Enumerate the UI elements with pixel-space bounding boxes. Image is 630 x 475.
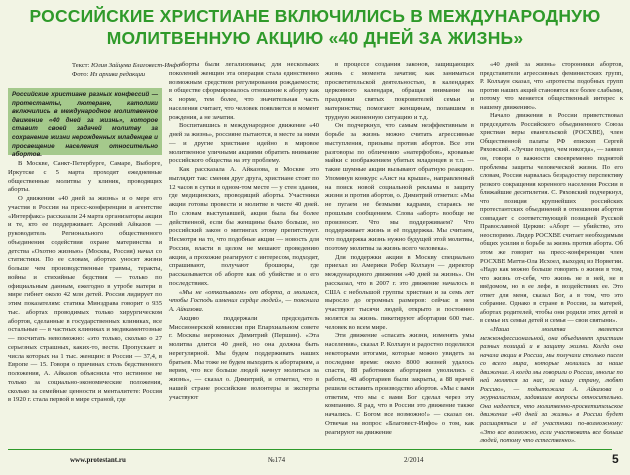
column-4 [480, 61, 623, 446]
paragraph: В Москве, Санкт-Петербурге, Самаре, Выборге, Иркутске с 5 марта проходят ежедневные общественные молитвы у клиник, проводящих аборты. [8, 160, 162, 194]
paragraph: в процессе создания законов, защищающих жизнь с момента зачатия; как заниматься просветительской деятельностью, в календарях церковного календаря, обращая внимание на праздники святых покровителей семьи и материнства; помогают женщинам, попавшим в трудную жизненную ситуацию и т.д. [325, 61, 474, 121]
column-2 [169, 61, 319, 402]
footer-issue-number: №174 [268, 456, 286, 464]
footer-website: www.protestant.ru [70, 456, 126, 464]
page-footer [0, 449, 630, 475]
column-3 [325, 61, 474, 437]
quote-paragraph: «Мы не «откапываем» от аборта, а молимся, чтобы Господь изменил сердце людей», — пояснила А. Айказова. [169, 288, 319, 313]
credit-text-value: Юлия Зайцева Благовест-Инфо [91, 62, 181, 69]
paragraph: Начало движения в России приветствовал председатель Российского объединенного Союза христиан веры евангельской (РОСХВЕ), член Общественной палаты РФ епископ Сергей Ряховский. «Лучше поздно, чем никогда», — заявил он, говоря о важности своевременно поднятой проблемы защиты человеческой жизни. По его словам, Россия нарвалась безрадостну перспективу резкого сокращения коренного населения России в ближайшие десятилетия. С. Ряховский подчеркнул, что позиция крупнейших российских протестантских объединений в отношении абортов совпадает с соответствующей позицией Русской Православной Церкви: «Аборт — убийство, это неоспоримо. Лидер РОСХВЕ считает необходимым общих усилия в борьбе за жизнь против аборта. Об этом же говорит на пресс-конференции член РОСХВЕ Матти-Ола Исхоел, выходец из Норвегии. «Надо как можно больше говорить о жизни в том, что жизнь от-себя, что жизнь не в ней, не в ввёдомом, но в ее лефе, в воздействиях ее. Это ответ для меня, сказал Бог, а в том, что это собрание. Однако в стране в России, за матерей, абортах родителей, чтобы они родили этих детей и в семье их семьи детей и семья — свои святыни». [480, 112, 623, 325]
article-headline [6, 5, 624, 49]
credit-photo [72, 70, 180, 79]
headline-line-1: РОССИЙСКИЕ ХРИСТИАНЕ ВКЛЮЧИЛИСЬ В МЕЖДУНАРОДНУЮ [29, 6, 601, 26]
paragraph: Эти движение «спасать жизни, изменять умы населения», сказал Р. Колхаун и радостно поделился некоторыми итогами, которые можно увидеть за последние время: около 8000 жизней удалось спасти, 88 работников абортариев уволились с работы, 48 абортариев были закрыты, а 88 врачей решили оставить производство абортов. «Мы с вами ответим, что мы с вами Бог сделал через эту компанию. Я рад, что в России это движение также начались. С Богом все возможно!» — сказал он. Отвечая на вопрос «Благовест-Инфо» о том, как реагируют на движение [325, 332, 474, 436]
paragraph: О движении «40 дней за жизнь» и о мере его участия в России на пресс-конференции в агентстве «Интерфакс» рассказали 24 марта организаторы акции и те, кто ее поддерживает. Арсений Айказов — руководитель Регионального общественного объединения содействия охране материнства и детства «Охотно жизнью» (Москва, Россия) начал со статистики. По ее словам, абортах уносят жизни больше чем производственные травмы, теракты, войны и стихийные бедствия — только по официальным данным, ежегодно в утробе матери в мире гибнет около 42 млн детей. Россия лидирует по этим показателям: статика Минздрава говорит о 935 тыс. абортах проводимых только хирургическом абортов, сделанные в государственных клиниках, все остальные — в частных клиниках и медикаментозные — посчитать невозможно: «это только, сколько о 27 серьезных страшных, каких-то, вести. Пропускает и числа которых на 1 тыс. женщин: в России — 37,4, в Европе — 15. Говоря о причинах столь бедственного положения, А. Айказов объяснила что истинное не только за социально-экономические положения, сколько за семейные ценности и менталитете: Россия в 1920 г. стала первой в мире страной, где [8, 195, 162, 404]
headline-line-2: МОЛИТВЕННУЮ АКЦИЮ «40 ДНЕЙ ЗА ЖИЗНЬ» [106, 28, 524, 48]
credit-photo-value: Из архива редакции [90, 71, 146, 79]
credit-photo-label: Фото: [72, 71, 89, 79]
credit-text [72, 61, 180, 70]
paragraph: Как рассказала А. Айказова, в Москве это выглядит так: сменяя друг друга, христиане стоят по 12 часов в сутки в одном-том месте — у стен здания, где медицинских, проводящий аборты. Участники акции готовы провести и молитве в чисте 40 дней. По словам выступавшей, акция была бы более действенной, если бы женщины было больше, но российский закон о митингах этому препятствует. Несмотря на то, что подобные акции — новость для России, власти в целом не мешают проведению акции, а прохожие реагируют с интересом, подходят, спрашивают, получают брошюры, где рассказывается об аборте как об убийстве и о его последствиях. [169, 166, 319, 287]
lead-paragraph: Российские христиане разных конфессий — протестанты, лютеране, католики включились в международное молитвенное движение «40 дней за жизнь», которое ставит своей задачей молитву за сохранение жизни нерожденных младенцев и просвещение населения относительно абортов. [12, 91, 158, 159]
paragraph: «40 дней за жизнь» сторонники абортов, представители агрессивных феминистских групп, Р. Колхаун сказал, что «протесты подобных групп против наших акций становятся все более слабыми, потому что меняется общественный интерес к нашему движению». [480, 61, 623, 111]
footer-divider [8, 449, 612, 450]
paragraph: Воспитавшись в международное движение «40 дней за жизнь», россияне пытаются, в месте за ними — и другие христиане идейно в мировое молитвенное уличными акциями обратить внимание российского общества на эту проблему. [169, 122, 319, 165]
paragraph: Он подчеркнул, что самым неэффективным в борьбе за жизнь можно считать агрессивные выступления, призывы против абортов. Все эти разговоры по обличению «натерфобов», кровавые майки с изображением убитых младенцев и т.п. — такие шумные акции вызывают обратную реакцию. Упомянув конкурс «Аист на крыше», направленный на поиск новой социальной рекламы в защиту жизни и против абортов, о. Димитрий отметил: «Мы не пугаем не безмыми кадрами, стараясь не прошлым сообщением. Слова «аборт» вообще не произносят. Что мы поддерживаем? Что поддерживает жизнь и её поддержка. Мы считаем, что поддержка жизнь нужно будущей этой молитвы, поэтому молитвы за жизнь всего человека». [325, 122, 474, 252]
credit-text-label: Текст: [72, 62, 90, 69]
paragraph: Для поддержки акции в Москву специально приехал из Америки Робер Колхаун — директор международного движения «40 дней за жизнь». Он рассказал, что в 2007 г. это движение началось в США с небольшой группы христиан и за семь лет выросло до огромных размеров: сейчас в нем участвуют тысячи людей, открыто и постоянно молятся за жизнь. пикетируют абортарии 600 тыс. человек во всем мире. [325, 253, 474, 331]
quote-paragraph: «Наша молитва является межконфессиональной, она объединяет христиан разных позиций и в защиту жизни. Когда она начала акции в России, мы получали столько писем со всего мира, которые молились за наше движение. А когда мы говорили о России, многие по ней молятся за нас, за нашу страну, любят Россию», — подытожила А. Айказова о журналистам, задавшим вопросы относительно. Она надеется, что молитвенно-просветительское движение «40 дней за жизнь» в России будет расширяться и её участники по-возможному: «Это все возможно, если участвовать все больше людей, потому что естественно». [480, 325, 623, 445]
page-number: 5 [612, 452, 619, 466]
paragraph: аборты были легализованы; для нескольких поколений женщин эта операция стала единственно возможным средством регулирования рождаемости; в обществе сформировалось отношение к аборту как к норме, тем более, что значительная часть населения считает, что человек появляется в момент рождения, а не зачатия. [169, 61, 319, 121]
column-1 [8, 160, 162, 405]
article-credits [72, 61, 180, 79]
paragraph: Акцию поддержали председатель Миссионерской комиссии при Епархиальном совете г. Москвы иеромонах Димитрий (Першин). «Эта молитва длится 40 дней, но она должна быть нерегулярной. Мы будем поддерживать наших братьев. Мы тоже не будем выходить к абортариям, а верим, что все больше людей начнут молиться за жизнь», — сказал о. Димитрий, и отметил, что в нашей стране российские волонтеры и эксперты участвуют [169, 314, 319, 401]
lead-box [8, 88, 162, 159]
footer-date: 2/2014 [404, 456, 424, 464]
